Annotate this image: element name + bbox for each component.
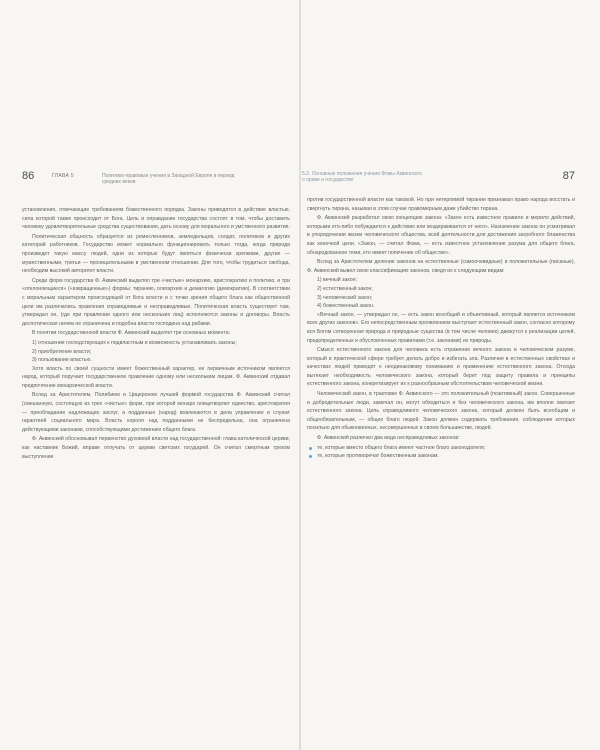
bullet-text: те, которые противоречат божественным законам. [317,453,439,460]
list-item: 1) вечный закон; [317,277,357,284]
bullet-dot-icon [309,455,312,458]
running-head-line-2: о праве и государстве [302,177,354,183]
paragraph: Вслед за Аристотелем, Полибием и Цицероном лучшей формой государства Ф. Аквинский считал (смешанную, состоящую из трех «чистых» форм, при которой монарх олицетворяет единство, аристократия — преобладание надлежащих заслуг, а подданные (народ) вовлекаются в дела управления и служат гарантией социального мира. Власть короля над подданными не беспредельна, она ограничена действующими законами, способствующими достижению общего блага. [22,392,290,433]
paragraph: Ф. Аквинский различал два вида несправедливых законов: [317,435,460,442]
paragraph: Смысл естественного закона для человека есть отражение вечного закона в человеческом разуме, который в практической сфере требует делать добро и избегать зла. Различия в естественных свойствах и качествах людей приводят к неодинаковому пониманию и применению естественного закона. Отсюда вытекает необходимость человеческого закона, который берет под защиту правила и принципы естественного закона, конкретизирует их к разнообразным обстоятельствам человеческой жизни. [307,347,575,388]
bullet-text: те, которые вместо общего блага имеют частное благо законодателя; [317,444,486,451]
list-item: 4) божественный закон. [317,303,375,310]
right-page-body [307,196,575,461]
paragraph: Хотя власть по своей сущности имеет божественный характер, ее первичным источником является народ, который поручает государственное правление одному или нескольким лицам. Ф. Аквинский отдавал предпочтение монархической власти. [22,365,290,389]
list-item: 3) пользование властью. [32,357,92,364]
chapter-label: ГЛАВА 5 [52,173,74,179]
paragraph: Ф. Аквинский разработал свою концепцию закона: «Закон есть известное правило и мерило действий, которыми кто-либо побуждается к действию или воздерживается от него». Назначение закона он усматривал в упорядочении жизни человеческого общества, всей деятельности для достижения загробного блаженства как конечной цели. «Закон, — считал Фома, — есть известное установление разума для общего блага, обнародованное теми, кто имеет попечение об обществе». [307,215,575,256]
paragraph: В понятии государственной власти Ф. Аквинский выделял три основных момента: [32,330,231,337]
paragraph: «Вечный закон, — утверждал он, — есть закон всеобщий и объективный, который является источником всех других законов». Его непосредственным проявлением выступает естественный закон, согласно которому вся Богом сотворенная природа и природные существа (в том числе человек) движутся к реализации целей, предопределенных и обусловленных правилами (т.е. законами) их природы. [307,311,575,344]
page-number: 86 [22,170,35,182]
left-page-body [22,206,290,462]
paragraph: Вслед за Аристотелем деление законов на естественные (самоочевидные) и положительные (писаные), Ф. Аквинский вывел свою классификацию законов, сведя их к следующим видам: [307,259,575,274]
list-item: 2) естественный закон; [317,285,373,292]
paragraph: Политическая общность образуется из ремесленников, земледельцев, солдат, политиков и других категорий работников. Государство может нормально функционировать только тогда, когда природа произведет такую массу людей, одни из которых будут являться физически крепкими, другие — мужественными, третьи — проницательными в умственном отношении. Для того, чтобы трудиться свобода, необходим высокий авторитет власти. [22,233,290,275]
paragraph: против государственной власти как таковой. Но при нетерпимой тирании признавал право народа восстать и свергнуть тирана, называя в этом случае правомерным даже убийство тирана. [307,197,575,212]
list-item: 1) отношение господствующих к подвластным и возможность устанавливать законы; [32,339,237,346]
paragraph: установления, отвечающие требованиям божественного порядка. Законы приводятся в действие властью, сила которой также происходит от Бога. Цель и оправдание государства состоят в том, чтобы доставить человеку удовлетворительные средства существования, дать основу для морального и умственного развития. [22,207,290,231]
running-head [302,171,502,183]
bullet-dot-icon [309,447,312,450]
paragraph: Среди форм государства Ф. Аквинский выделял три «чистые» монархию, аристократию и политию, и три «отклоняющиеся» («извращенные») формы: тиранию, олигархию и демагогию (демократию). В соответствии с моральным характером происходящей от Бога власти и с точки зрения общего блага как общественной цели им различались правления справедливые и несправедливые. Политическая власть существует там, утверждал он, (где при правлении одного или нескольких лиц) исполняются законы и договоры. Власть деспотическая ничем не ограничена и подобна власти господина над рабами. [22,277,290,327]
list-item: 2) приобретение власти; [32,348,92,355]
paragraph: Человеческий закон, в трактовке Ф. Аквинского — это положительный (позитивный) закон. Совершенные и добродетельные люди, замечал он, могут обходиться и без человеческого закона, им вполне хватает естественного закона. Цель справедливого человеческого закона, который должен быть всеобщим и общеобязательным, — общее благо людей. Закон должен содержать требования, соблюдение которых посильно для обыкновенных, несовершенных в своем большинстве, людей. [307,391,575,432]
left-page-header [22,170,290,200]
running-head-line-1: 5.3. Основные положения учения Фомы Аквинского [302,171,422,177]
running-head: Политико-правовые учения в Западной Европе в период средних веков [102,173,235,185]
paragraph: Ф. Аквинский обосновывал первенство духовной власти над государственной: глава католической церкви, как наставник Божий, вправе отлучать от церкви светских государей. Он считал смертным грехом выступление [22,436,290,460]
bullet-item [307,444,575,453]
page-number: 87 [562,170,575,182]
list-item: 3) человеческий закон; [317,294,373,301]
book-gutter [299,0,301,750]
bullet-item [307,452,575,461]
